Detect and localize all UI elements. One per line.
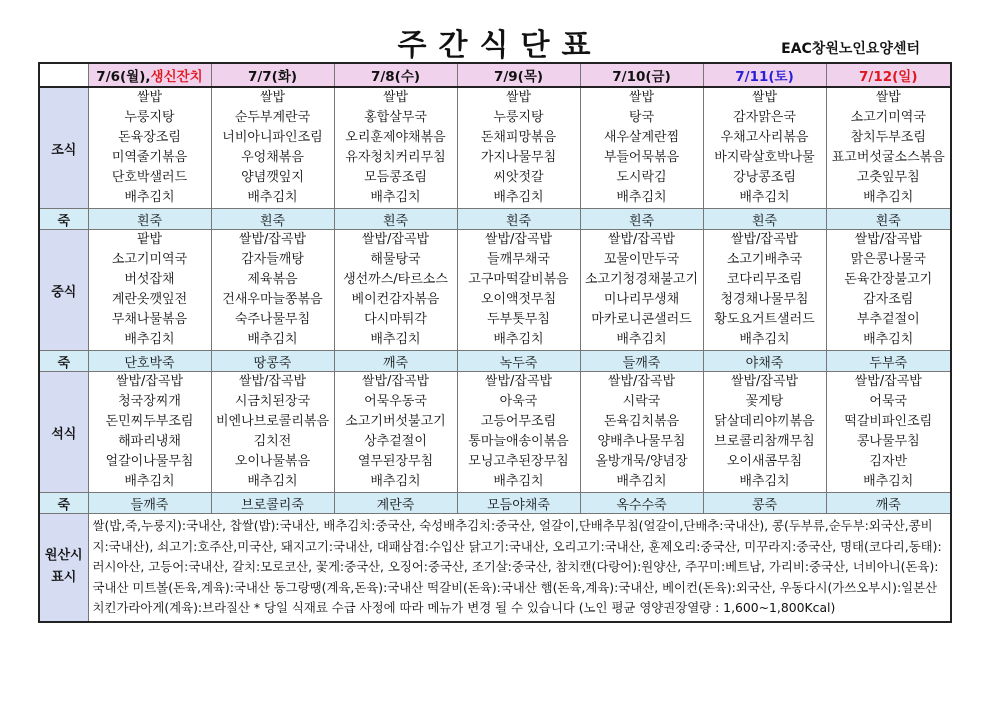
- porridge-cell: 깨죽: [826, 493, 951, 514]
- menu-item: 열무된장무침: [357, 454, 434, 469]
- menu-item: 쌀밥/잡곡밥: [607, 232, 676, 247]
- menu-item: 쌀밥/잡곡밥: [484, 374, 553, 389]
- menu-item: 오이나물볶음: [234, 454, 311, 469]
- origin-notice: 쌀(밥,죽,누룽지):국내산, 찹쌀(밥):국내산, 배추김치:중국산, 숙성배추김치:중국산, 얼갈이,단배추무침(얼갈이,단배추:국내산), 콩(두부류,순두부:외국산,콩비지:국내산), 쇠고기:호주산,미국산, 돼지고기:국내산, 대패삼겹:수입산 닭고기:국내산, 오리고기:국내산, 훈제오리:중국산, 미꾸라지:중국산, 명태(코다리,동태):러시아산, 고등어:국내산, 갈치:모로코산, 꽃게:중국산, 오징어:중국산, 조기살:중국산, 참치캔(다랑어):원양산, 주꾸미:베트남, 가리비:중국산, 너비아니(돈육):국내산 미트볼(돈육,계육):국내산 동그랑땡(계육,돈육):국내산 떡갈비(돈육):국내산 햄(돈육,계육):국내산, 베이컨(돈육):외국산, 우동다시(가쓰오부시):일본산 치킨가라아게(계육):브라질산 * 당일 식재료 수급 사정에 따라 메뉴가 변경 될 수 있습니다 (노인 평균 영양권장열량 : 1,600~1,800Kcal): [88, 514, 951, 622]
- lunch-label: 중식: [39, 230, 88, 351]
- menu-item: 돈육간장불고기: [844, 272, 933, 287]
- breakfast-cell: [88, 87, 211, 209]
- porridge-cell: 흰죽: [457, 209, 580, 230]
- menu-item: 배추김치: [616, 332, 667, 347]
- organization-name: EAC창원노인요양센터: [781, 41, 920, 57]
- day-header-fri: [580, 63, 703, 87]
- menu-item: 고춧잎무침: [856, 170, 920, 185]
- menu-item: 쌀밥/잡곡밥: [854, 232, 922, 247]
- menu-item: 소고기미역국: [111, 252, 188, 267]
- menu-item: 아욱국: [499, 394, 538, 409]
- menu-item: 오이액젓무침: [480, 292, 557, 307]
- menu-item: 배추김치: [370, 190, 421, 205]
- porridge-cell: 흰죽: [211, 209, 334, 230]
- porridge-label: 죽: [39, 493, 88, 514]
- menu-item: 시락국: [622, 394, 661, 409]
- birthday-note: 생신잔치: [150, 69, 203, 85]
- menu-item: 쌀밥/잡곡밥: [361, 232, 430, 247]
- menu-item: 팥밥: [136, 232, 163, 247]
- menu-item: 비엔나브로콜리볶음: [215, 414, 330, 429]
- menu-item: 쌀밥/잡곡밥: [238, 374, 307, 389]
- menu-item: 소고기배추국: [726, 252, 803, 267]
- day-date: 7/7(화): [247, 69, 298, 85]
- lunch-cell: [457, 230, 580, 351]
- menu-item: 콩나물무침: [856, 434, 920, 449]
- menu-item: 해파리냉채: [118, 434, 181, 449]
- porridge-cell: 두부죽: [826, 351, 951, 372]
- dinner-cell: [457, 372, 580, 493]
- menu-item: 돈민찌두부조림: [105, 414, 194, 429]
- menu-item: 감자들깨탕: [241, 252, 304, 267]
- menu-item: 쌀밥/잡곡밥: [361, 374, 430, 389]
- menu-item: 배추김치: [616, 474, 667, 489]
- menu-item: 황도요거트샐러드: [714, 312, 815, 327]
- menu-item: 배추김치: [370, 332, 421, 347]
- menu-item: 강낭콩조림: [733, 170, 796, 185]
- day-date: 7/12(일): [859, 69, 918, 85]
- porridge-cell: 옥수수죽: [580, 493, 703, 514]
- dinner-label: 석식: [39, 372, 88, 493]
- porridge-label: 죽: [39, 209, 88, 230]
- menu-item: 양념깻잎지: [241, 170, 304, 185]
- porridge-cell: 단호박죽: [88, 351, 211, 372]
- lunch-cell: [334, 230, 457, 351]
- menu-item: 부들어묵볶음: [603, 150, 680, 165]
- menu-item: 배추김치: [124, 190, 175, 205]
- menu-item: 쌀밥/잡곡밥: [484, 232, 553, 247]
- porridge-cell: 들깨죽: [580, 351, 703, 372]
- menu-item: 닭살데리야끼볶음: [714, 414, 815, 429]
- menu-item: 고등어무조림: [480, 414, 557, 429]
- porridge-label: 죽: [39, 351, 88, 372]
- menu-item: 건새우마늘쫑볶음: [222, 292, 323, 307]
- menu-item: 탕국: [628, 110, 655, 125]
- menu-item: 표고버섯굴소스볶음: [831, 150, 945, 165]
- breakfast-cell: [826, 87, 951, 209]
- menu-item: 고구마떡갈비볶음: [468, 272, 569, 287]
- menu-item: 모듬콩조림: [364, 170, 427, 185]
- menu-item: 우엉채볶음: [241, 150, 304, 165]
- porridge-cell: 흰죽: [826, 209, 951, 230]
- lunch-cell: [88, 230, 211, 351]
- menu-item: 배추김치: [493, 474, 544, 489]
- menu-item: 떡갈비파인조림: [844, 414, 933, 429]
- menu-item: 배추김치: [247, 190, 298, 205]
- menu-item: 쌀밥: [505, 90, 532, 105]
- menu-item: 두부톳무침: [487, 312, 550, 327]
- menu-item: 돈육장조림: [118, 130, 181, 145]
- menu-item: 브로콜리참깨무침: [714, 434, 815, 449]
- menu-item: 쌀밥: [382, 90, 409, 105]
- menu-item: 참치두부조림: [850, 130, 926, 145]
- porridge-cell: 흰죽: [580, 209, 703, 230]
- menu-item: 생선까스/타르소스: [343, 272, 448, 287]
- menu-item: 얼갈이나물무침: [105, 454, 194, 469]
- menu-item: 쌀밥/잡곡밥: [730, 232, 799, 247]
- breakfast-cell: [457, 87, 580, 209]
- menu-item: 누룽지탕: [124, 110, 175, 125]
- menu-item: 미나리무생채: [603, 292, 680, 307]
- menu-item: 들깨무채국: [487, 252, 550, 267]
- menu-item: 씨앗젓갈: [493, 170, 544, 185]
- menu-item: 해물탕국: [370, 252, 421, 267]
- header-corner: [39, 63, 88, 87]
- menu-item: 도시락김: [616, 170, 667, 185]
- porridge-cell: 계란죽: [334, 493, 457, 514]
- porridge-cell: 흰죽: [334, 209, 457, 230]
- dinner-cell: [826, 372, 951, 493]
- menu-item: 배추김치: [739, 474, 790, 489]
- menu-item: 버섯잡채: [124, 272, 175, 287]
- menu-item: 배추김치: [370, 474, 421, 489]
- menu-item: 마카로니콘샐러드: [591, 312, 692, 327]
- breakfast-cell: [334, 87, 457, 209]
- dinner-cell: [580, 372, 703, 493]
- day-date: 7/9(목): [493, 69, 544, 85]
- menu-item: 김자반: [869, 454, 908, 469]
- day-header-row: [39, 63, 951, 87]
- menu-item: 쌀밥/잡곡밥: [854, 374, 922, 389]
- menu-item: 순두부계란국: [234, 110, 311, 125]
- lunch-row: [39, 230, 951, 351]
- breakfast-cell: [703, 87, 826, 209]
- day-header-sun: [826, 63, 951, 87]
- menu-item: 숙주나물무침: [234, 312, 311, 327]
- menu-item: 시금치된장국: [234, 394, 311, 409]
- menu-item: 가지나물무침: [480, 150, 557, 165]
- breakfast-cell: [580, 87, 703, 209]
- menu-item: 배추김치: [124, 332, 175, 347]
- menu-item: 꼬물이만두국: [603, 252, 680, 267]
- porridge-cell: 모듬야채죽: [457, 493, 580, 514]
- menu-item: 쌀밥: [259, 90, 286, 105]
- menu-item: 새우살계란찜: [603, 130, 680, 145]
- menu-item: 어묵국: [869, 394, 908, 409]
- menu-item: 쌀밥/잡곡밥: [115, 374, 184, 389]
- menu-item: 배추김치: [493, 332, 544, 347]
- breakfast-label: 조식: [39, 87, 88, 209]
- menu-item: 베이컨감자볶음: [351, 292, 440, 307]
- menu-item: 올방개묵/양념장: [595, 454, 688, 469]
- menu-item: 누룽지탕: [493, 110, 544, 125]
- origin-row: [39, 514, 951, 622]
- day-header-mon: [88, 63, 211, 87]
- menu-item: 모닝고추된장무침: [468, 454, 569, 469]
- weekly-menu-table: [38, 62, 952, 623]
- lunch-cell: [703, 230, 826, 351]
- menu-item: 쌀밥/잡곡밥: [730, 374, 799, 389]
- menu-item: 상추겉절이: [364, 434, 427, 449]
- menu-item: 배추김치: [739, 332, 790, 347]
- menu-item: 돈육김치볶음: [603, 414, 680, 429]
- menu-item: 너비아니파인조림: [222, 130, 323, 145]
- origin-label: 원산시 표시: [39, 514, 88, 622]
- day-date: 7/10(금): [612, 69, 671, 85]
- porridge-row-morning: [39, 209, 951, 230]
- dinner-cell: [88, 372, 211, 493]
- menu-item: 유자청치커리무침: [345, 150, 446, 165]
- porridge-cell: 들깨죽: [88, 493, 211, 514]
- menu-item: 무채나물볶음: [111, 312, 188, 327]
- porridge-cell: 흰죽: [88, 209, 211, 230]
- porridge-cell: 야채죽: [703, 351, 826, 372]
- menu-item: 미역줄기볶음: [111, 150, 188, 165]
- day-date: 7/8(수): [370, 69, 421, 85]
- menu-item: 김치전: [253, 434, 292, 449]
- menu-item: 단호박샐러드: [111, 170, 188, 185]
- menu-item: 배추김치: [493, 190, 544, 205]
- dinner-cell: [703, 372, 826, 493]
- menu-item: 어묵우동국: [364, 394, 427, 409]
- porridge-cell: 깨죽: [334, 351, 457, 372]
- day-header-tue: [211, 63, 334, 87]
- porridge-cell: 녹두죽: [457, 351, 580, 372]
- menu-item: 배추김치: [739, 190, 790, 205]
- porridge-cell: 땅콩죽: [211, 351, 334, 372]
- menu-item: 배추김치: [124, 474, 175, 489]
- menu-item: 통마늘애송이볶음: [468, 434, 569, 449]
- day-header-thu: [457, 63, 580, 87]
- page-title: 주간식단표: [397, 28, 603, 63]
- porridge-cell: 브로콜리죽: [211, 493, 334, 514]
- lunch-cell: [826, 230, 951, 351]
- dinner-row: [39, 372, 951, 493]
- menu-item: 홍합살무국: [364, 110, 427, 125]
- day-header-sat: [703, 63, 826, 87]
- lunch-cell: [580, 230, 703, 351]
- porridge-row-dinner: [39, 493, 951, 514]
- menu-item: 다시마튀각: [364, 312, 427, 327]
- menu-item: 소고기청경채불고기: [584, 272, 699, 287]
- menu-item: 쌀밥: [628, 90, 655, 105]
- menu-item: 배추김치: [863, 332, 914, 347]
- menu-item: 오이새콤무침: [726, 454, 803, 469]
- porridge-cell: 흰죽: [703, 209, 826, 230]
- menu-item: 코다리무조림: [726, 272, 803, 287]
- menu-item: 쌀밥: [875, 90, 901, 105]
- lunch-cell: [211, 230, 334, 351]
- day-header-wed: [334, 63, 457, 87]
- menu-item: 쌀밥/잡곡밥: [238, 232, 307, 247]
- menu-item: 부추겉절이: [856, 312, 920, 327]
- menu-item: 돈채피망볶음: [480, 130, 557, 145]
- menu-item: 배추김치: [247, 474, 298, 489]
- menu-item: 쌀밥: [751, 90, 778, 105]
- menu-item: 소고기버섯불고기: [345, 414, 446, 429]
- menu-item: 오리훈제야채볶음: [345, 130, 446, 145]
- menu-item: 배추김치: [863, 190, 914, 205]
- menu-item: 감자조림: [863, 292, 914, 307]
- menu-item: 양배추나물무침: [597, 434, 686, 449]
- menu-item: 청경채나물무침: [720, 292, 809, 307]
- breakfast-row: [39, 87, 951, 209]
- menu-item: 계란옷깻잎전: [111, 292, 188, 307]
- menu-item: 제육볶음: [247, 272, 298, 287]
- dinner-cell: [211, 372, 334, 493]
- menu-item: 배추김치: [863, 474, 914, 489]
- menu-item: 맑은콩나물국: [850, 252, 926, 267]
- dinner-cell: [334, 372, 457, 493]
- menu-item: 쌀밥: [136, 90, 163, 105]
- menu-item: 배추김치: [247, 332, 298, 347]
- porridge-cell: 콩죽: [703, 493, 826, 514]
- menu-item: 쌀밥/잡곡밥: [607, 374, 676, 389]
- menu-item: 감자맑은국: [733, 110, 796, 125]
- breakfast-cell: [211, 87, 334, 209]
- menu-item: 바지락살호박나물: [714, 150, 815, 165]
- porridge-row-lunch: [39, 351, 951, 372]
- day-date: 7/11(토): [735, 69, 794, 85]
- menu-item: 우채고사리볶음: [720, 130, 809, 145]
- menu-item: 소고기미역국: [850, 110, 926, 125]
- menu-item: 배추김치: [616, 190, 667, 205]
- day-date: 7/6(월),: [96, 69, 151, 85]
- menu-item: 꽃게탕: [745, 394, 784, 409]
- menu-item: 청국장찌개: [118, 394, 181, 409]
